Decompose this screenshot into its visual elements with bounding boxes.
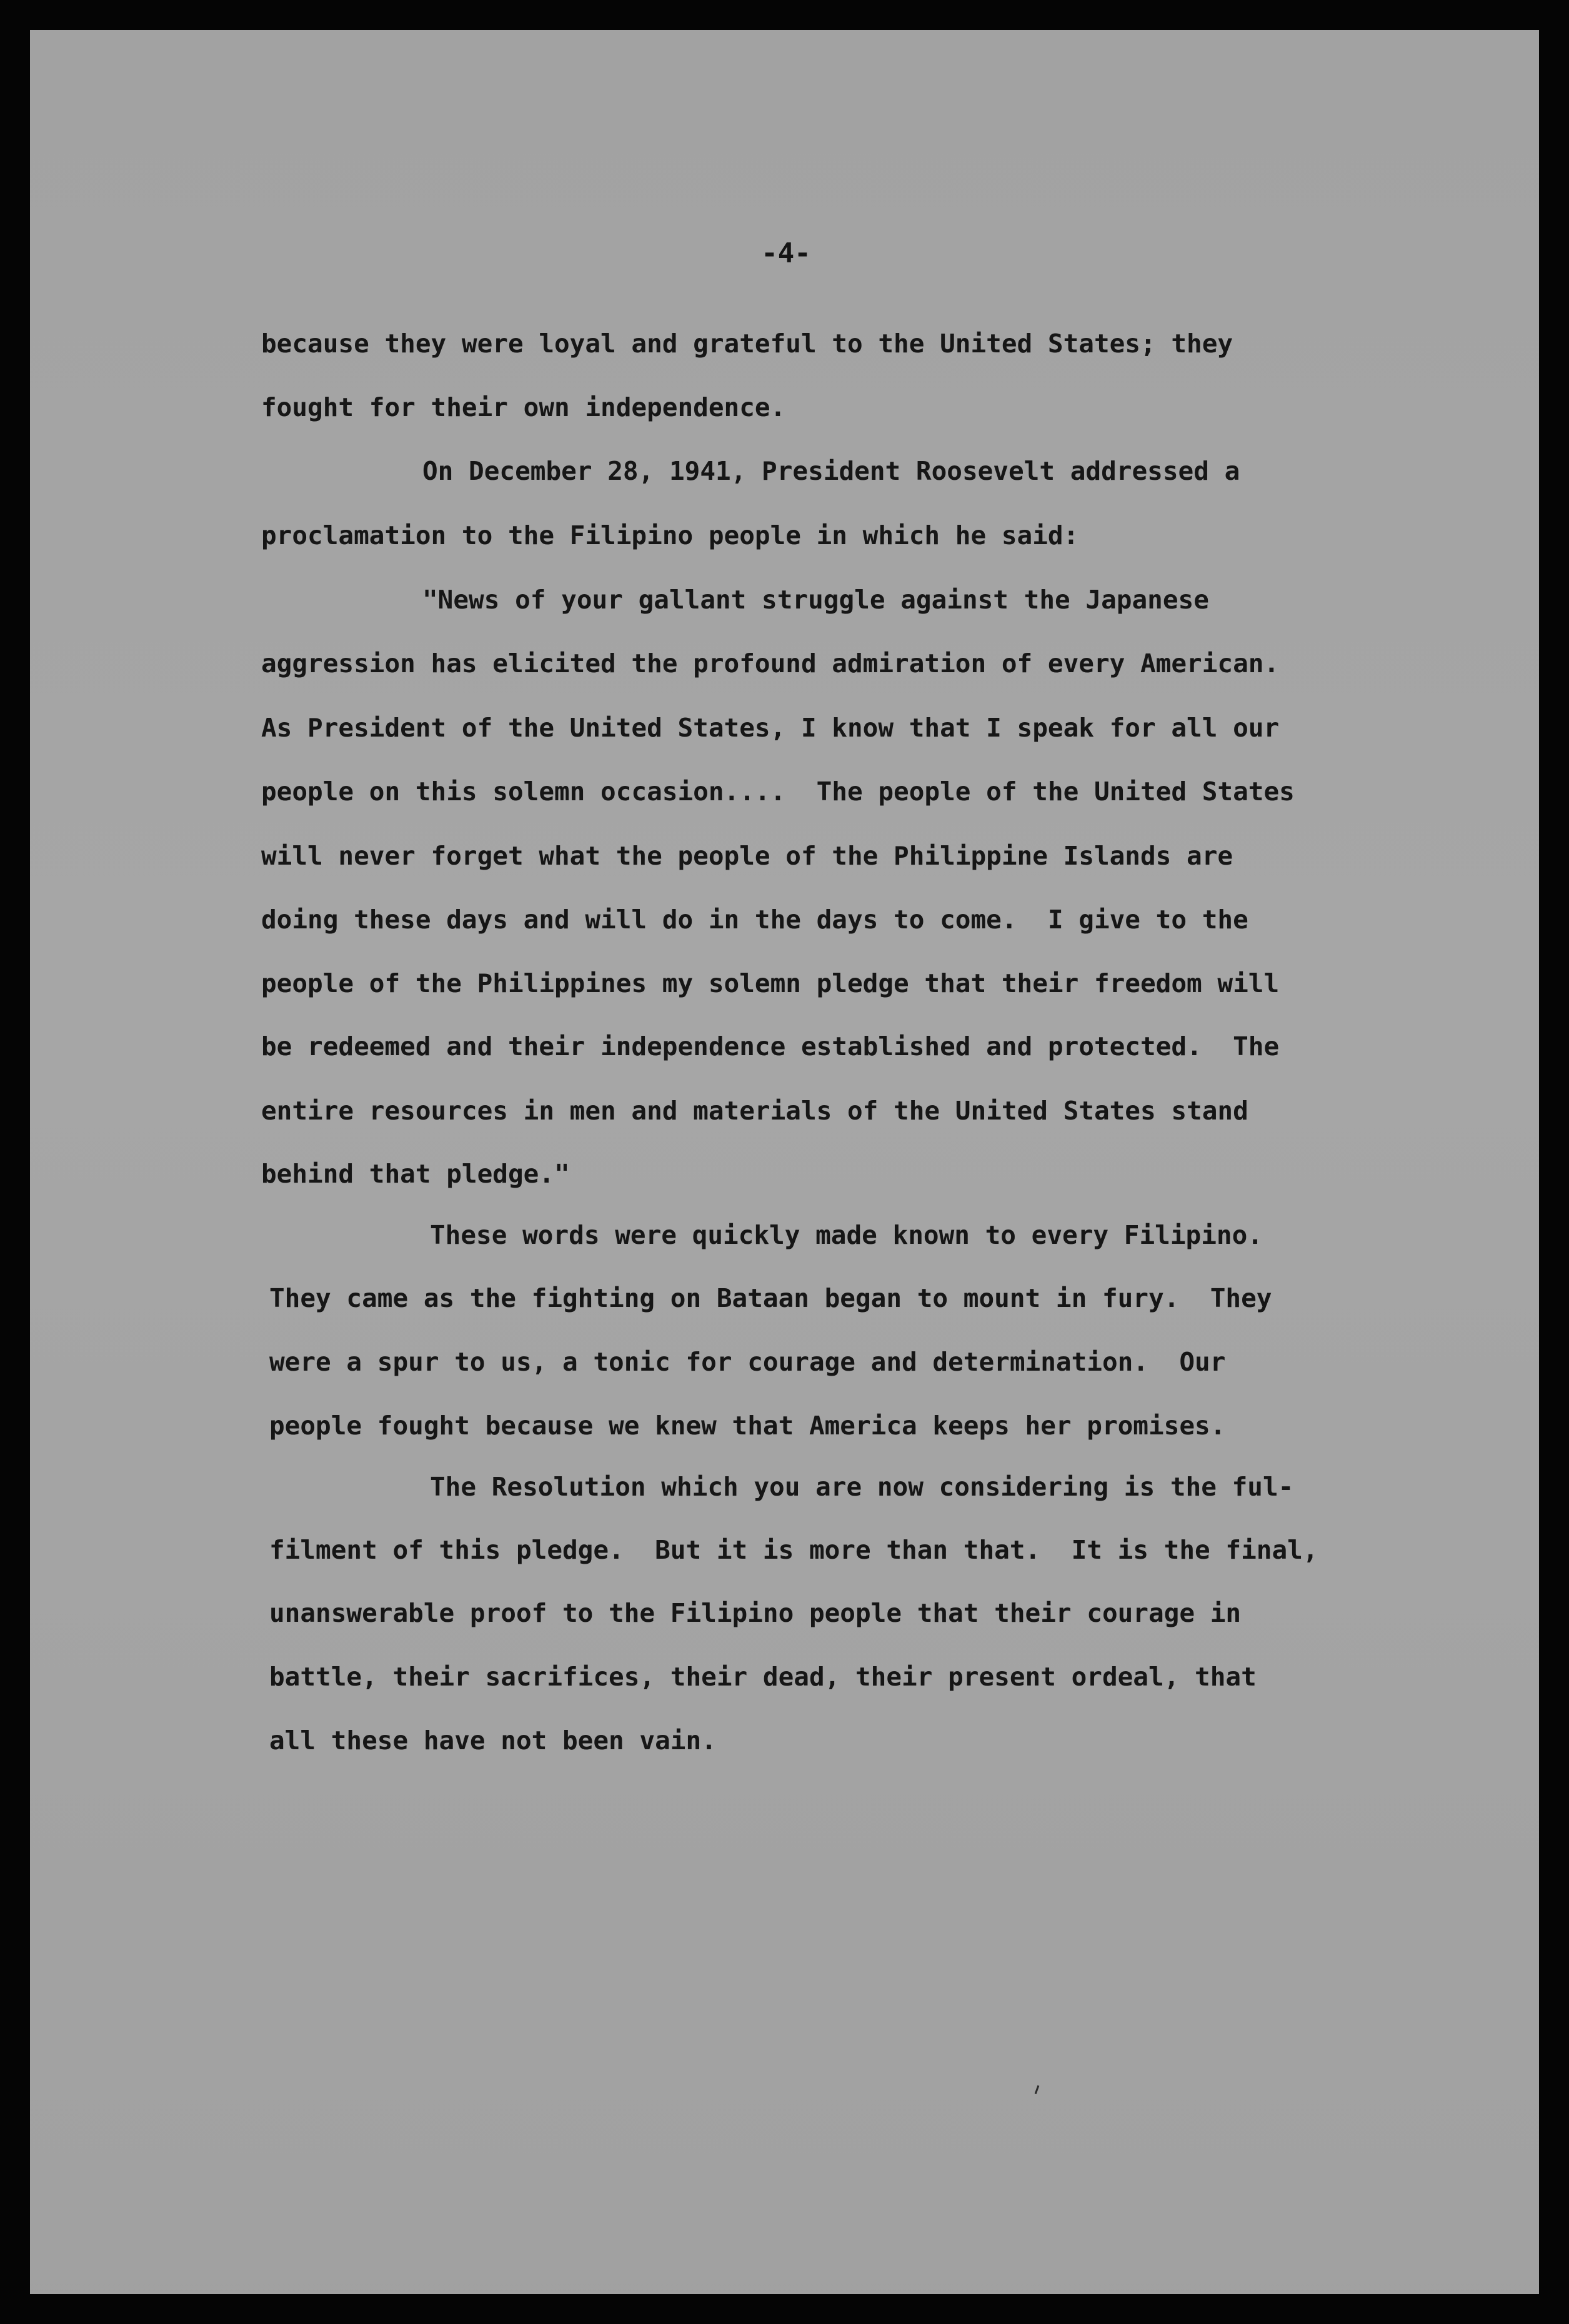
text-line: people fought because we knew that America keeps her promises. (269, 1411, 1226, 1441)
document-page (30, 30, 1539, 2294)
text-line: On December 28, 1941, President Roosevelt addressed a (422, 456, 1240, 486)
text-line: people of the Philippines my solemn pledge that their freedom will (261, 968, 1280, 998)
text-line: will never forget what the people of the Philippine Islands are (261, 841, 1233, 871)
text-line: battle, their sacrifices, their dead, their present ordeal, that (269, 1662, 1257, 1692)
text-line: They came as the fighting on Bataan began to mount in fury. They (269, 1283, 1272, 1313)
text-line: The Resolution which you are now considering is the ful- (430, 1472, 1294, 1502)
text-line: all these have not been vain. (269, 1726, 717, 1755)
text-line: aggression has elicited the profound admiration of every American. (261, 648, 1280, 678)
text-line: doing these days and will do in the days to come. I give to the (261, 905, 1248, 935)
text-line: were a spur to us, a tonic for courage and determination. Our (269, 1347, 1226, 1377)
text-line: proclamation to the Filipino people in which he said: (261, 520, 1079, 550)
text-line: fought for their own independence. (261, 392, 786, 422)
text-line: These words were quickly made known to every Filipino. (430, 1220, 1263, 1250)
text-line: people on this solemn occasion.... The people of the United States (261, 777, 1295, 807)
text-line: entire resources in men and materials of the United States stand (261, 1096, 1248, 1126)
text-line: be redeemed and their independence established and protected. The (261, 1031, 1280, 1061)
text-line: filment of this pledge. But it is more than that. It is the final, (269, 1535, 1318, 1565)
text-line: As President of the United States, I know that I speak for all our (261, 713, 1280, 743)
text-line: unanswerable proof to the Filipino people that their courage in (269, 1598, 1242, 1628)
page-number: -4- (761, 237, 811, 269)
typed-sheet (30, 30, 1539, 2294)
text-line: behind that pledge." (261, 1159, 570, 1189)
text-line: because they were loyal and grateful to the United States; they (261, 329, 1233, 359)
text-line: "News of your gallant struggle against the Japanese (422, 585, 1209, 615)
